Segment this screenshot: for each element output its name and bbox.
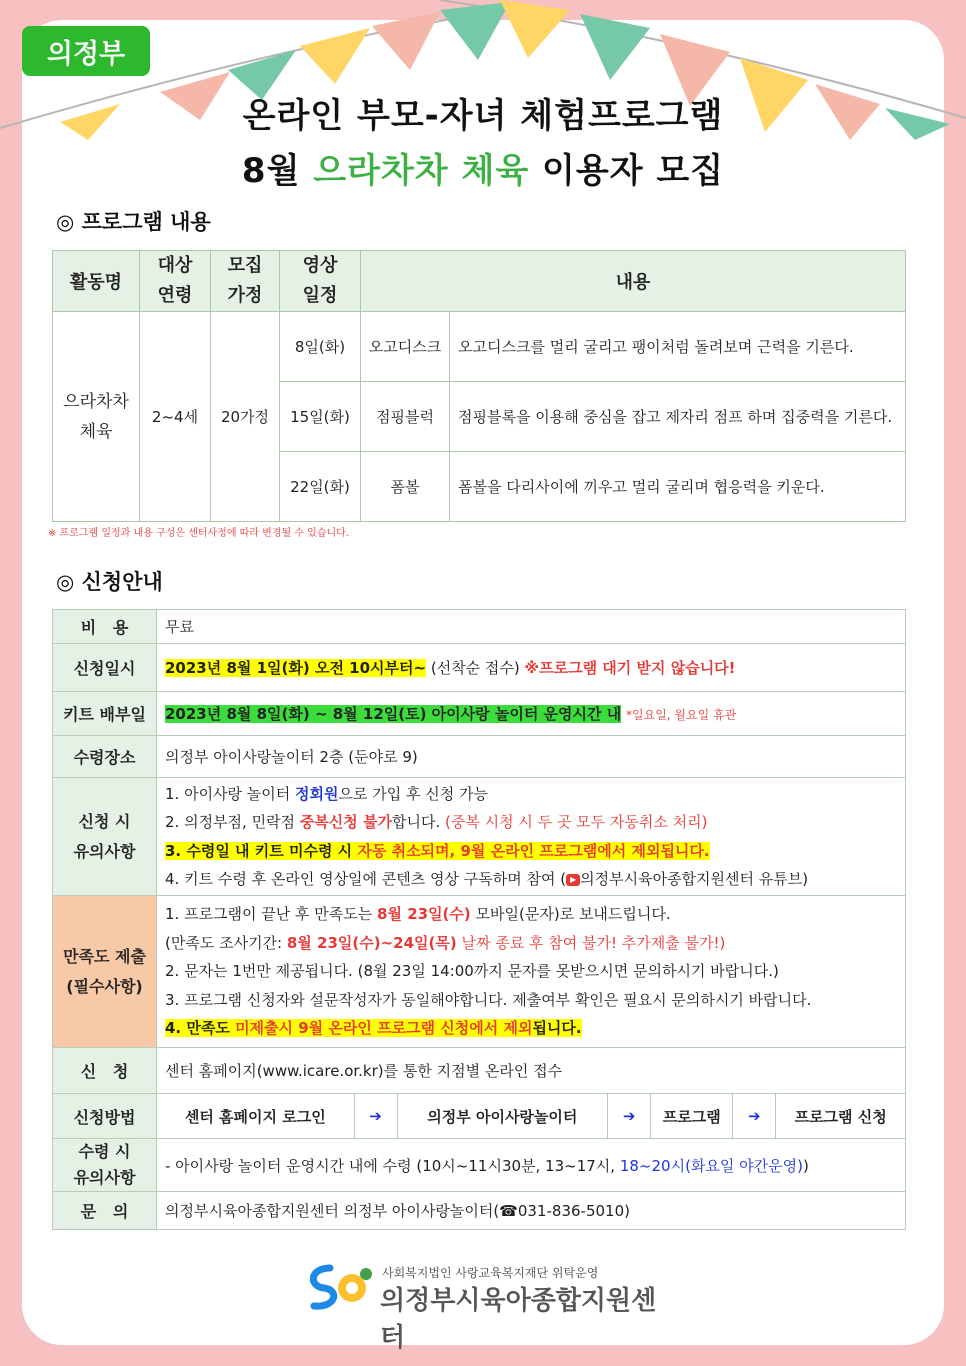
header-content: 내용 (361, 251, 906, 312)
step-program: 프로그램 (651, 1094, 733, 1138)
schedule-item: 폼볼 (361, 452, 450, 522)
subtitle-month: 8월 (241, 151, 301, 191)
target-age: 2~4세 (140, 312, 211, 522)
subtitle-suffix: 이용자 모집 (542, 151, 725, 191)
schedule-item: 점핑블럭 (361, 382, 450, 452)
kit-label: 키트 배부일 (53, 692, 157, 736)
center-logo-icon (300, 1258, 380, 1314)
contact-value: 의정부시육아종합지원센터 의정부 아이사랑놀이터(☎031-836-5010) (157, 1192, 906, 1230)
place-value: 의정부 아이사랑놀이터 2층 (둔야로 9) (157, 736, 906, 778)
cost-label: 비 용 (53, 610, 157, 644)
poster-subtitle (0, 143, 966, 192)
header-households: 모집 가정 (211, 251, 280, 312)
arrow-right-icon: ➔ (354, 1094, 397, 1138)
contact-label: 문 의 (53, 1192, 157, 1230)
date-label: 신청일시 (53, 644, 157, 692)
poster-title: 온라인 부모-자녀 체험프로그램 (242, 96, 724, 136)
schedule-desc: 폼볼을 다리사이에 끼우고 멀리 굴리며 협응력을 키운다. (450, 452, 906, 522)
method-steps (157, 1094, 906, 1139)
header-age: 대상 연령 (140, 251, 211, 312)
section-program-heading: ◎ 프로그램 내용 (56, 210, 211, 234)
arrow-right-icon: ➔ (733, 1094, 776, 1138)
method-label: 신청방법 (53, 1094, 157, 1139)
schedule-desc: 오고디스크를 멀리 굴리고 팽이처럼 돌려보며 근력을 기른다. (450, 312, 906, 382)
subtitle-program-name: 으라차차 체육 (313, 151, 530, 191)
caution-label: 신청 시 유의사항 (53, 778, 157, 896)
step-playground: 의정부 아이사랑놀이터 (397, 1094, 608, 1138)
youtube-icon: ▶ (566, 874, 580, 886)
application-table (52, 609, 906, 1230)
section-apply-heading: ◎ 신청안내 (56, 570, 163, 594)
apply-value: 센터 홈페이지(www.icare.or.kr)를 통한 지점별 온라인 접수 (157, 1048, 906, 1094)
schedule-item: 오고디스크 (361, 312, 450, 382)
pickup-value: - 아이사랑 놀이터 운영시간 내에 수령 (10시~11시30분, 13~17시, 18~20시(화요일 야간운영)) (157, 1139, 906, 1192)
header-schedule: 영상 일정 (280, 251, 361, 312)
schedule-date: 22일(화) (280, 452, 361, 522)
schedule-date: 8일(화) (280, 312, 361, 382)
schedule-date: 15일(화) (280, 382, 361, 452)
center-logo (300, 1258, 680, 1353)
cost-value: 무료 (157, 610, 906, 644)
caution-value: 1. 아이사랑 놀이터 정회원으로 가입 후 신청 가능 2. 의정부점, 민락점 중복신청 불가합니다. (중복 시청 시 두 곳 모두 자동취소 처리) 3. 수령일 내 키트 미수령 시 자동 취소되며, 9월 온라인 프로그램에서 제외됩니다. 4. 키트 수령 후 온라인 영상일에 콘텐츠 영상 구독하며 참여 ( ▶ 의정부시육아종합지원센터 유튜브) (157, 778, 906, 896)
schedule-desc: 점핑블록을 이용해 중심을 잡고 제자리 점프 하며 집중력을 기른다. (450, 382, 906, 452)
footer-operator: 사회복지법인 사랑교육복지재단 위탁운영 (382, 1266, 599, 1280)
activity-name: 으라차차 체육 (53, 312, 140, 522)
header-activity: 활동명 (53, 251, 140, 312)
arrow-right-icon: ➔ (608, 1094, 651, 1138)
survey-value: 1. 프로그램이 끝난 후 만족도는 8월 23일(수) 모바일(문자)로 보내드립니다. (만족도 조사기간: 8월 23일(수)~24일(목) 날짜 종료 후 참여 불가! 추가제출 불가!) 2. 문자는 1번만 제공됩니다. (8월 23일 14:00까지 문자를 못받으시면 문의하시기 바랍니다.) 3. 프로그램 신청자와 설문작성자가 동일해야합니다. 제출여부 확인은 필요시 문의하시기 바랍니다. 4. 만족도 미제출시 9월 온라인 프로그램 신청에서 제외됩니다. (157, 896, 906, 1048)
schedule-note: ※ 프로그램 일정과 내용 구성은 센터사정에 따라 변경될 수 있습니다. (48, 528, 349, 539)
recruit-households: 20가정 (211, 312, 280, 522)
survey-label: 만족도 제출 (필수사항) (53, 896, 157, 1048)
footer-center-name: 의정부시육아종합지원센터 (380, 1286, 657, 1353)
step-program-apply: 프로그램 신청 (776, 1094, 905, 1138)
kit-value: 2023년 8월 8일(화) ~ 8월 12일(토) 아이사랑 놀이터 운영시간 내 *일요일, 월요일 휴관 (157, 692, 906, 736)
program-table (52, 250, 906, 522)
step-homepage-login: 센터 홈페이지 로그인 (184, 1107, 326, 1126)
date-value: 2023년 8월 1일(화) 오전 10시부터~ (선착순 접수) ※프로그램 대기 받지 않습니다! (157, 644, 906, 692)
region-badge: 의정부 (22, 26, 150, 76)
apply-label: 신 청 (53, 1048, 157, 1094)
pickup-label: 수령 시 유의사항 (53, 1139, 157, 1192)
place-label: 수령장소 (53, 736, 157, 778)
